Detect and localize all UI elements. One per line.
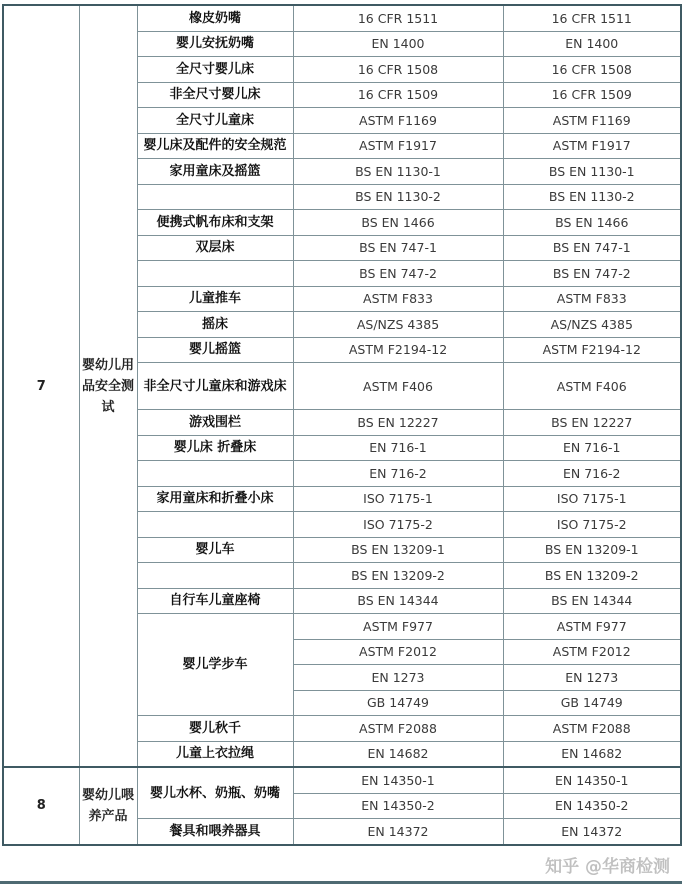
standard-1: BS EN 1466 — [293, 210, 503, 236]
table-row — [3, 5, 681, 31]
standard-2: ASTM F1169 — [503, 108, 681, 134]
standard-2: BS EN 13209-2 — [503, 563, 681, 589]
product-item: 婴儿秋千 — [137, 716, 293, 742]
standard-1: BS EN 1130-1 — [293, 159, 503, 185]
product-item: 非全尺寸儿童床和游戏床 — [137, 363, 293, 410]
standard-2: EN 1273 — [503, 665, 681, 691]
product-item: 婴儿床 折叠床 — [137, 435, 293, 461]
standard-2: ASTM F833 — [503, 286, 681, 312]
product-item — [137, 184, 293, 210]
standard-2: ASTM F2012 — [503, 639, 681, 665]
product-item — [137, 563, 293, 589]
standard-1: ASTM F2012 — [293, 639, 503, 665]
product-item: 全尺寸婴儿床 — [137, 57, 293, 83]
product-item: 便携式帆布床和支架 — [137, 210, 293, 236]
standard-2: ASTM F1917 — [503, 133, 681, 159]
product-item: 婴儿床及配件的安全规范 — [137, 133, 293, 159]
product-item: 自行车儿童座椅 — [137, 588, 293, 614]
standard-1: ASTM F2194-12 — [293, 337, 503, 363]
standard-1: ASTM F1169 — [293, 108, 503, 134]
standard-2: EN 14350-2 — [503, 793, 681, 819]
product-item: 儿童上衣拉绳 — [137, 741, 293, 767]
product-item: 婴儿车 — [137, 537, 293, 563]
standard-1: GB 14749 — [293, 690, 503, 716]
standard-2: BS EN 1130-1 — [503, 159, 681, 185]
product-item: 家用童床和折叠小床 — [137, 486, 293, 512]
standard-1: ASTM F977 — [293, 614, 503, 640]
standard-1: 16 CFR 1508 — [293, 57, 503, 83]
standard-2: 16 CFR 1509 — [503, 82, 681, 108]
standard-2: ASTM F2088 — [503, 716, 681, 742]
standard-1: EN 716-1 — [293, 435, 503, 461]
standard-2: BS EN 747-1 — [503, 235, 681, 261]
standard-1: ASTM F406 — [293, 363, 503, 410]
product-item: 婴儿安抚奶嘴 — [137, 31, 293, 57]
product-item — [137, 512, 293, 538]
product-item: 游戏围栏 — [137, 410, 293, 436]
standard-2: EN 1400 — [503, 31, 681, 57]
standard-2: ISO 7175-1 — [503, 486, 681, 512]
product-item: 婴儿摇篮 — [137, 337, 293, 363]
standard-1: BS EN 12227 — [293, 410, 503, 436]
standard-1: BS EN 13209-1 — [293, 537, 503, 563]
standard-1: 16 CFR 1509 — [293, 82, 503, 108]
section-number: 8 — [3, 767, 79, 845]
standard-2: BS EN 14344 — [503, 588, 681, 614]
standard-1: ASTM F833 — [293, 286, 503, 312]
standard-1: BS EN 1130-2 — [293, 184, 503, 210]
standard-2: 16 CFR 1511 — [503, 5, 681, 31]
standard-2: BS EN 12227 — [503, 410, 681, 436]
product-item: 摇床 — [137, 312, 293, 338]
section-number: 7 — [3, 5, 79, 767]
standard-1: ASTM F2088 — [293, 716, 503, 742]
standard-2: BS EN 1466 — [503, 210, 681, 236]
standard-1: ISO 7175-1 — [293, 486, 503, 512]
standard-2: 16 CFR 1508 — [503, 57, 681, 83]
standard-2: ASTM F977 — [503, 614, 681, 640]
product-item: 橡皮奶嘴 — [137, 5, 293, 31]
standard-2: ISO 7175-2 — [503, 512, 681, 538]
standard-1: BS EN 747-2 — [293, 261, 503, 287]
standard-1: BS EN 14344 — [293, 588, 503, 614]
standard-1: EN 716-2 — [293, 461, 503, 487]
standard-1: 16 CFR 1511 — [293, 5, 503, 31]
product-item — [137, 461, 293, 487]
standard-1: EN 14682 — [293, 741, 503, 767]
product-item: 婴儿学步车 — [137, 614, 293, 716]
standard-1: BS EN 13209-2 — [293, 563, 503, 589]
standard-1: ISO 7175-2 — [293, 512, 503, 538]
product-item: 餐具和喂养器具 — [137, 819, 293, 845]
table-row — [3, 767, 681, 793]
standard-2: GB 14749 — [503, 690, 681, 716]
standard-2: EN 14350-1 — [503, 767, 681, 793]
product-item: 全尺寸儿童床 — [137, 108, 293, 134]
standard-2: EN 14372 — [503, 819, 681, 845]
standard-1: EN 1273 — [293, 665, 503, 691]
standard-2: BS EN 13209-1 — [503, 537, 681, 563]
product-item: 儿童推车 — [137, 286, 293, 312]
standard-1: ASTM F1917 — [293, 133, 503, 159]
standard-2: BS EN 747-2 — [503, 261, 681, 287]
product-item: 家用童床及摇篮 — [137, 159, 293, 185]
standard-1: BS EN 747-1 — [293, 235, 503, 261]
standard-2: ASTM F2194-12 — [503, 337, 681, 363]
product-item: 婴儿水杯、奶瓶、奶嘴 — [137, 767, 293, 819]
standard-1: EN 1400 — [293, 31, 503, 57]
standard-2: BS EN 1130-2 — [503, 184, 681, 210]
standard-1: EN 14372 — [293, 819, 503, 845]
product-item — [137, 261, 293, 287]
section-category: 婴幼儿喂养产品 — [79, 767, 137, 845]
standard-1: AS/NZS 4385 — [293, 312, 503, 338]
product-item: 双层床 — [137, 235, 293, 261]
standard-2: EN 716-2 — [503, 461, 681, 487]
standard-2: AS/NZS 4385 — [503, 312, 681, 338]
product-item: 非全尺寸婴儿床 — [137, 82, 293, 108]
standard-2: EN 14682 — [503, 741, 681, 767]
standard-1: EN 14350-1 — [293, 767, 503, 793]
section-category: 婴幼儿用品安全测试 — [79, 5, 137, 767]
standard-1: EN 14350-2 — [293, 793, 503, 819]
standard-2: EN 716-1 — [503, 435, 681, 461]
standards-table — [2, 4, 682, 846]
watermark: 知乎 @华商检测 — [545, 857, 670, 877]
standard-2: ASTM F406 — [503, 363, 681, 410]
